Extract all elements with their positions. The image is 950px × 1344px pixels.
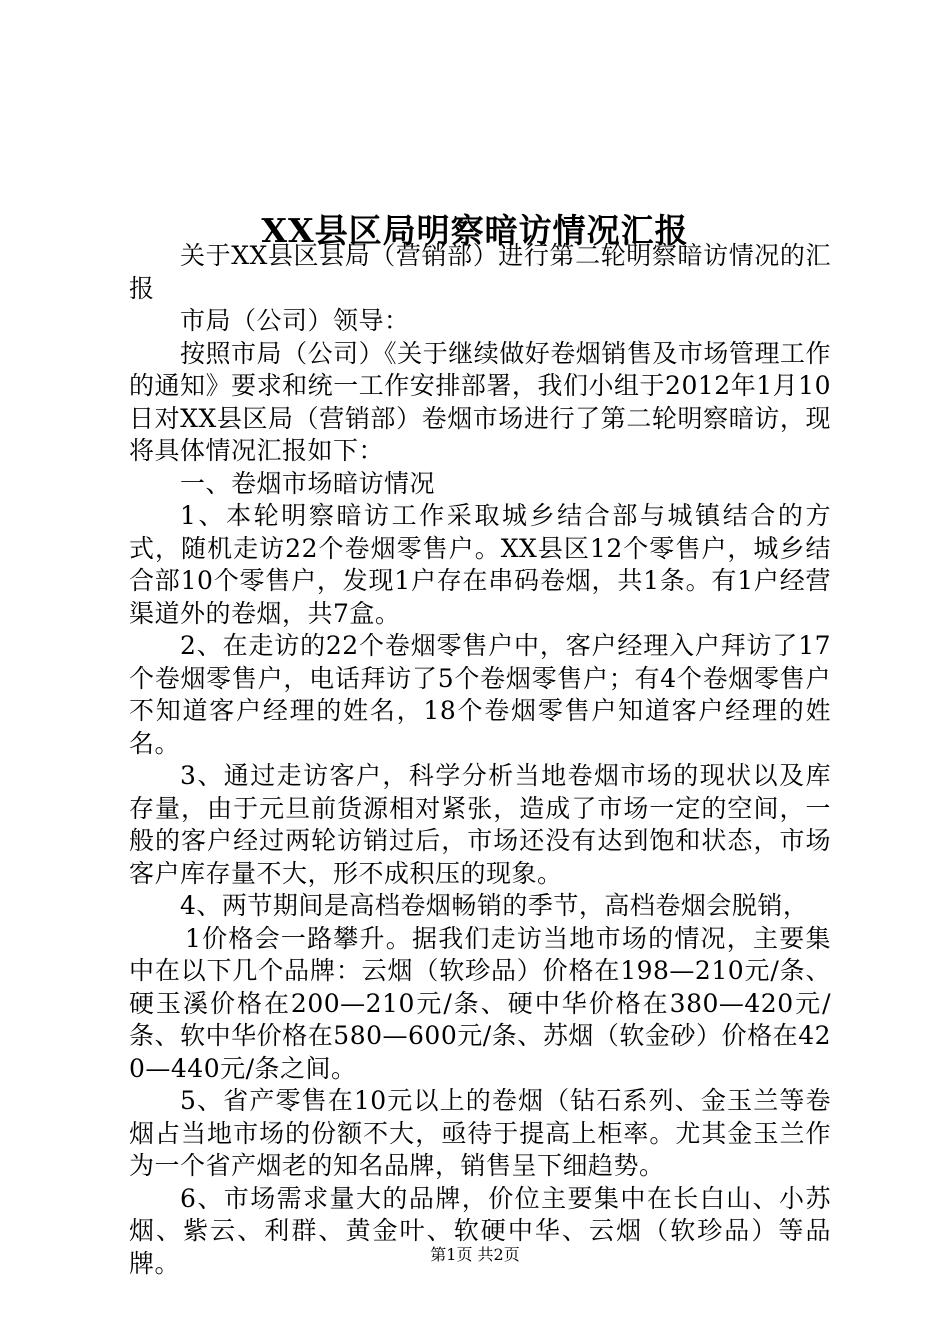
page-number-footer: 第1页 共2页 <box>430 1245 520 1264</box>
section-heading-market-visit: 一、卷烟市场暗访情况 <box>180 468 436 498</box>
paragraph-item-3: 3、通过走访客户，科学分析当地卷烟市场的现状以及库存量，由于元旦前货源相对紧张，造成了市场一定的空间，一般的客户经过两轮访销过后，市场还没有达到饱和状态，市场客户库存量不大，形不成积压的现象。 <box>129 761 831 888</box>
paragraph-item-2: 2、在走访的22个卷烟零售户中，客户经理入户拜访了17个卷烟零售户，电话拜访了5个卷烟零售户；有4个卷烟零售户不知道客户经理的姓名，18个卷烟零售户知道客户经理的姓名。 <box>129 631 831 758</box>
paragraph-item-1: 1、本轮明察暗访工作采取城乡结合部与城镇结合的方式，随机走访22个卷烟零售户。XX县区12个零售户，城乡结合部10个零售户，发现1户存在串码卷烟，共1条。有1户经营渠道外的卷烟，共7盒。 <box>129 501 831 628</box>
paragraph-report-subject: 关于XX县区县局（营销部）进行第二轮明察暗访情况的汇报 <box>129 241 831 303</box>
paragraph-item-4-continued: 1价格会一路攀升。据我们走访当地市场的情况，主要集中在以下几个品牌：云烟（软珍品）价格在198—210元/条、硬玉溪价格在200—210元/条、硬中华价格在380—420元/条、软中华价格在580—600元/条、苏烟（软金砂）价格在420—440元/条之间。 <box>129 923 831 1083</box>
paragraph-salutation: 市局（公司）领导： <box>180 306 410 335</box>
paragraph-introduction: 按照市局（公司）《关于继续做好卷烟销售及市场管理工作的通知》要求和统一工作安排部署，我们小组于2012年1月10日对XX县区局（营销部）卷烟市场进行了第二轮明察暗访，现将具体情况汇报如下： <box>129 338 831 465</box>
document-body <box>129 240 831 1280</box>
paragraph-item-5: 5、省产零售在10元以上的卷烟（钻石系列、金玉兰等卷烟占当地市场的份额不大，亟待于提高上柜率。尤其金玉兰作为一个省产烟老的知名品牌，销售呈下细趋势。 <box>129 1086 831 1180</box>
document-title: XX县区局明察暗访情况汇报 <box>261 211 689 251</box>
paragraph-item-4: 4、两节期间是高档卷烟畅销的季节，高档卷烟会脱销， <box>180 891 809 920</box>
paragraph-item-6: 6、市场需求量大的品牌，价位主要集中在长白山、小苏烟、紫云、利群、黄金叶、软硬中华、云烟（软珍品）等品牌。 <box>129 1183 831 1278</box>
